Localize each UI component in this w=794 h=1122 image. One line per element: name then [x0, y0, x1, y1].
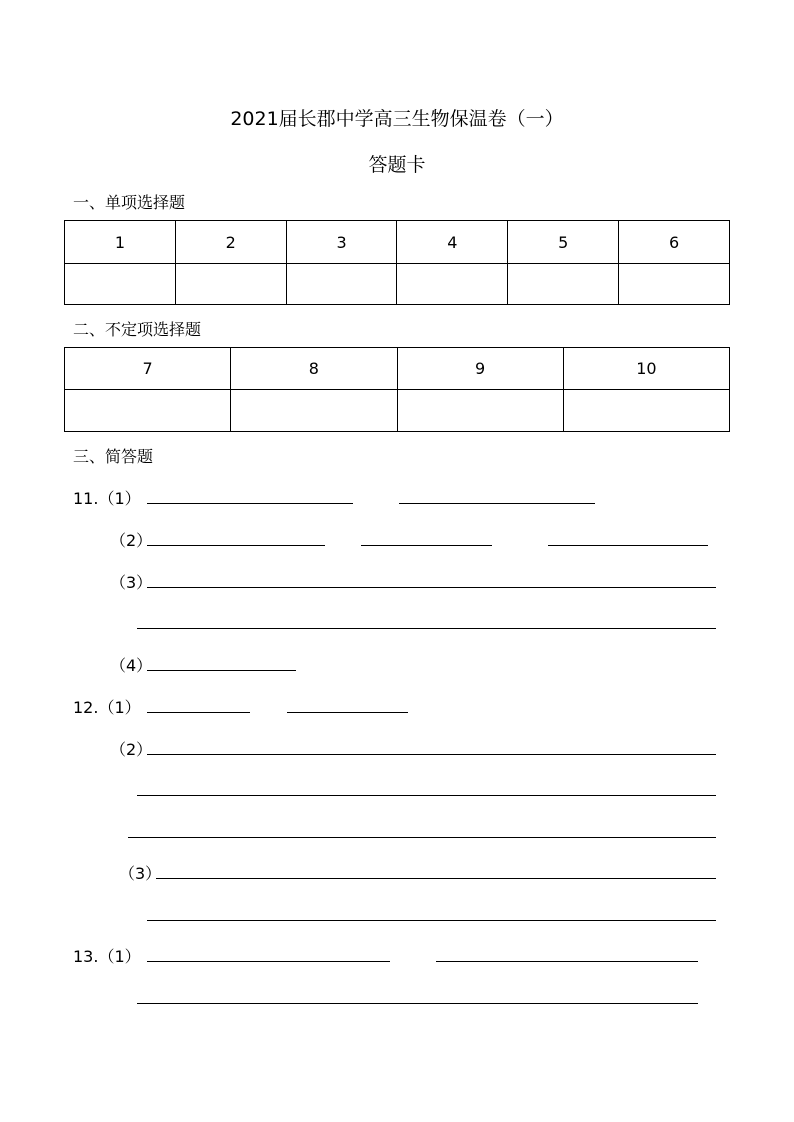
answer-blank[interactable]	[137, 628, 716, 629]
answer-blank[interactable]	[147, 670, 296, 671]
question-number-cell: 2	[175, 221, 286, 264]
answer-blank[interactable]	[128, 837, 716, 838]
answer-blank[interactable]	[147, 754, 716, 755]
answer-blank[interactable]	[548, 545, 708, 546]
answer-cell[interactable]	[397, 264, 508, 305]
page-title: 2021届长郡中学高三生物保温卷（一）	[230, 108, 564, 130]
answer-cell[interactable]	[65, 390, 231, 432]
question-number-cell: 9	[397, 348, 563, 390]
q11-part4-label: （4）	[110, 656, 153, 675]
answer-blank[interactable]	[287, 712, 408, 713]
answer-blank[interactable]	[156, 878, 716, 879]
answer-blank[interactable]	[147, 961, 390, 962]
page-subtitle: 答题卡	[368, 154, 426, 176]
q12-part3-label: （3）	[119, 864, 162, 883]
answer-blank[interactable]	[147, 712, 250, 713]
q12-part1-label: 12.（1）	[73, 698, 141, 717]
multi-choice-answer-row	[65, 390, 730, 432]
answer-blank[interactable]	[399, 503, 595, 504]
q13-part1-label: 13.（1）	[73, 947, 141, 966]
answer-cell[interactable]	[508, 264, 619, 305]
section-heading-short-answer: 三、简答题	[73, 447, 154, 466]
answer-blank[interactable]	[147, 503, 353, 504]
answer-cell[interactable]	[231, 390, 397, 432]
question-number-cell: 4	[397, 221, 508, 264]
section-heading-single-choice: 一、单项选择题	[73, 193, 186, 212]
answer-cell[interactable]	[397, 390, 563, 432]
question-number-cell: 7	[65, 348, 231, 390]
answer-blank[interactable]	[137, 1003, 698, 1004]
multi-choice-number-row	[65, 348, 730, 390]
single-choice-answer-row	[65, 264, 730, 305]
answer-blank[interactable]	[147, 920, 716, 921]
answer-blank[interactable]	[147, 587, 716, 588]
question-number-cell: 8	[231, 348, 397, 390]
answer-cell[interactable]	[619, 264, 730, 305]
question-number-cell: 3	[286, 221, 397, 264]
q11-part1-label: 11.（1）	[73, 489, 141, 508]
q12-part2-label: （2）	[110, 740, 153, 759]
answer-cell[interactable]	[175, 264, 286, 305]
multi-choice-answer-table	[64, 347, 730, 432]
q11-part3-label: （3）	[110, 573, 153, 592]
answer-cell[interactable]	[286, 264, 397, 305]
question-number-cell: 10	[563, 348, 729, 390]
answer-blank[interactable]	[147, 545, 325, 546]
single-choice-answer-table	[64, 220, 730, 305]
answer-cell[interactable]	[65, 264, 176, 305]
q11-part2-label: （2）	[110, 531, 153, 550]
question-number-cell: 5	[508, 221, 619, 264]
question-number-cell: 6	[619, 221, 730, 264]
section-heading-multi-choice: 二、不定项选择题	[73, 320, 202, 339]
answer-blank[interactable]	[436, 961, 698, 962]
question-number-cell: 1	[65, 221, 176, 264]
answer-cell[interactable]	[563, 390, 729, 432]
single-choice-number-row	[65, 221, 730, 264]
answer-blank[interactable]	[137, 795, 716, 796]
answer-blank[interactable]	[361, 545, 492, 546]
